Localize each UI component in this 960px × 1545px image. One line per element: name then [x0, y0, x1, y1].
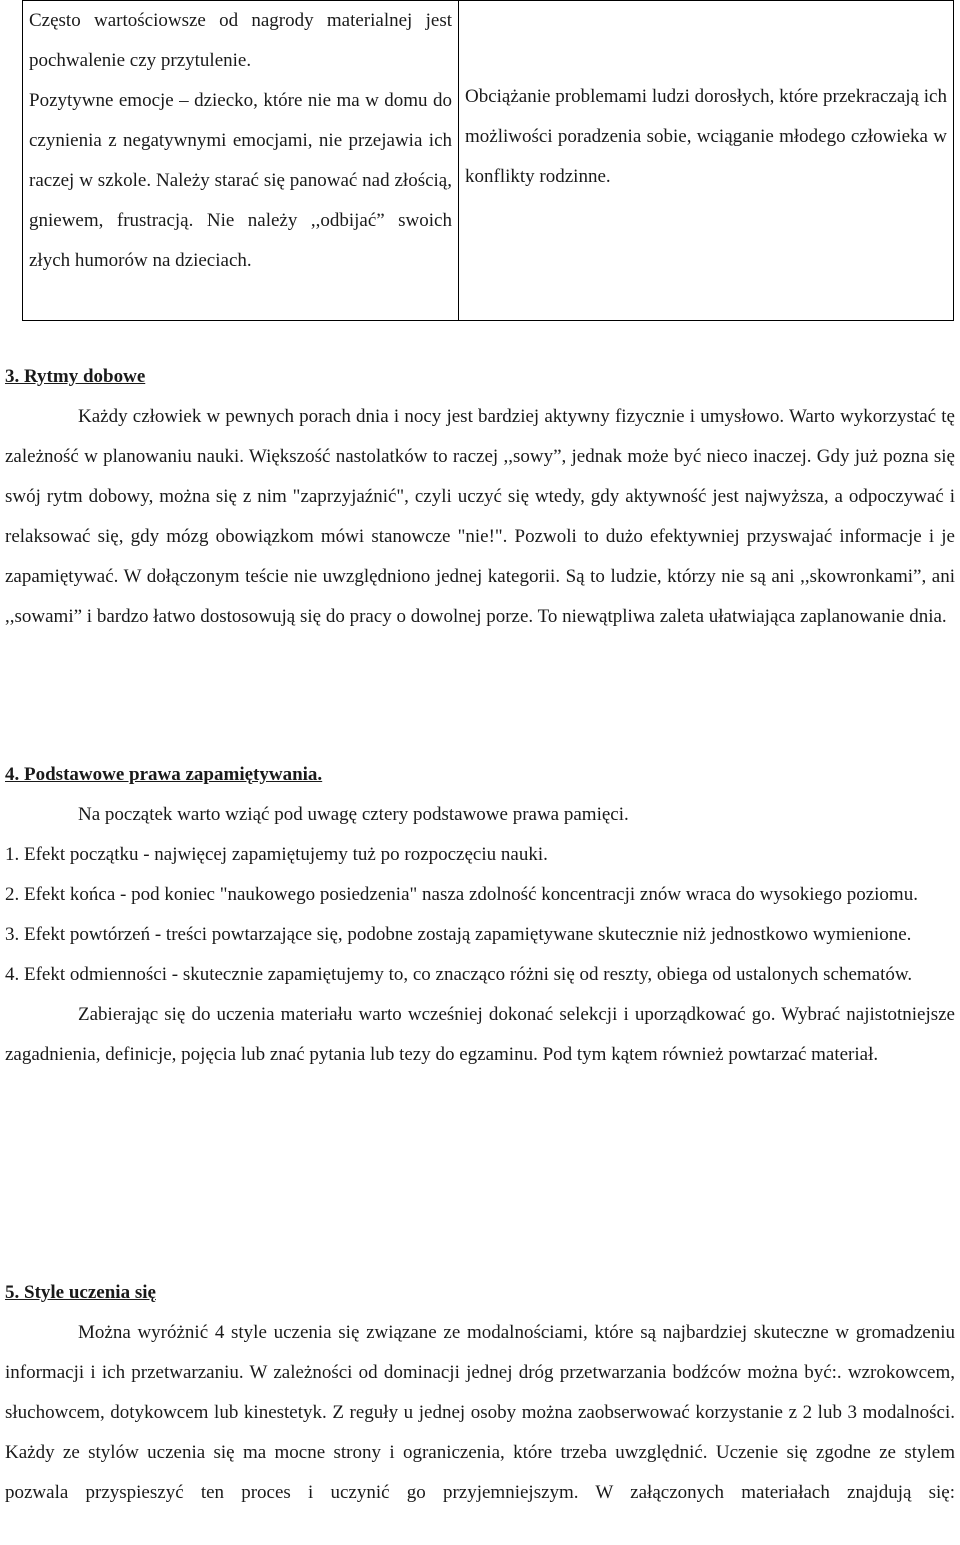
- section-rytmy-dobowe: [5, 357, 955, 637]
- table-cell-left: [23, 1, 459, 320]
- section-5-paragraph: Można wyróżnić 4 style uczenia się związane ze modalnościami, które są najbardziej skuteczne w gromadzeniu informacji i ich przetwarzaniu. W zależności od dominacji jednej dróg przetwarzania bodźców można być:. wzrokowcem, słuchowcem, dotykowcem lub kinestetyk. Z reguły u jednej osoby można zaobserwować korzystanie z 2 lub 3 modalności. Każdy ze stylów uczenia się ma mocne strony i ograniczenia, które trzeba uwzględnić. Uczenie się zgodne ze stylem pozwala przyspieszyć ten proces i uczynić go przyjemniejszym. W załączonych materiałach znajdują się:: [5, 1322, 955, 1503]
- law-item-4: 4. Efekt odmienności - skutecznie zapamiętujemy to, co znacząco różni się od reszty, obiega od ustalonych schematów.: [5, 964, 913, 985]
- law-item-2: 2. Efekt końca - pod koniec "naukowego posiedzenia" nasza zdolność koncentracji znów wraca do wysokiego poziomu.: [5, 884, 918, 905]
- table-cell-right-text: Obciążanie problemami ludzi dorosłych, które przekraczają ich możliwości poradzenia sobie, wciąganie młodego człowieka w konflikty rodzinne.: [465, 86, 947, 187]
- law-item-3: 3. Efekt powtórzeń - treści powtarzające się, podobne zostają zapamiętywane skutecznie niż jednostkowo wymienione.: [5, 924, 912, 945]
- law-item-1: 1. Efekt początku - najwięcej zapamiętujemy tuż po rozpoczęciu nauki.: [5, 844, 548, 865]
- section-4-heading: 4. Podstawowe prawa zapamiętywania.: [5, 764, 323, 785]
- section-3-paragraph: Każdy człowiek w pewnych porach dnia i nocy jest bardziej aktywny fizycznie i umysłowo. Warto wykorzystać tę zależność w planowaniu nauki. Większość nastolatków to raczej ,,sowy”, jednak może być nieco inaczej. Gdy już pozna się swój rytm dobowy, można się z nim "zaprzyjaźnić", czyli uczyć się wtedy, gdy aktywność jest najwyższa, a odpoczywać i relaksować się, gdy mózg obowiązkom mówi stanowcze "nie!". Pozwoli to dużo efektywniej przyswajać informacje i je zapamiętywać. W dołączonym teście nie uwzględniono jednej kategorii. Są to ludzie, którzy nie są ani ,,skowronkami”, ani ,,sowami” i bardzo łatwo dostosowują się do pracy o dowolnej porze. To niewątpliwa zaleta ułatwiająca zaplanowanie dnia.: [5, 406, 955, 627]
- section-4-closing: Zabierając się do uczenia materiału warto wcześniej dokonać selekcji i uporządkować go. Wybrać najistotniejsze zagadnienia, definicje, pojęcia lub znać pytania lub tezy do egzaminu. Pod tym kątem również powtarzać materiał.: [5, 1004, 955, 1065]
- table-cell-left-para-2: Pozytywne emocje – dziecko, które nie ma w domu do czynienia z negatywnymi emocjami, nie przejawia ich raczej w szkole. Należy starać się panować nad złością, gniewem, frustracją. Nie należy ,,odbijać” swoich złych humorów na dzieciach.: [29, 90, 452, 271]
- section-3-heading: 3. Rytmy dobowe: [5, 366, 146, 387]
- section-prawa-zapamietywania: [5, 755, 955, 1075]
- comparison-table: [22, 0, 954, 321]
- table-cell-left-para-1: Często wartościowsze od nagrody materialnej jest pochwalenie czy przytulenie.: [29, 10, 452, 71]
- section-4-intro: Na początek warto wziąć pod uwagę cztery podstawowe prawa pamięci.: [78, 804, 629, 825]
- table-cell-right: [459, 1, 953, 320]
- section-style-uczenia: [5, 1273, 955, 1513]
- section-5-heading: 5. Style uczenia się: [5, 1282, 156, 1303]
